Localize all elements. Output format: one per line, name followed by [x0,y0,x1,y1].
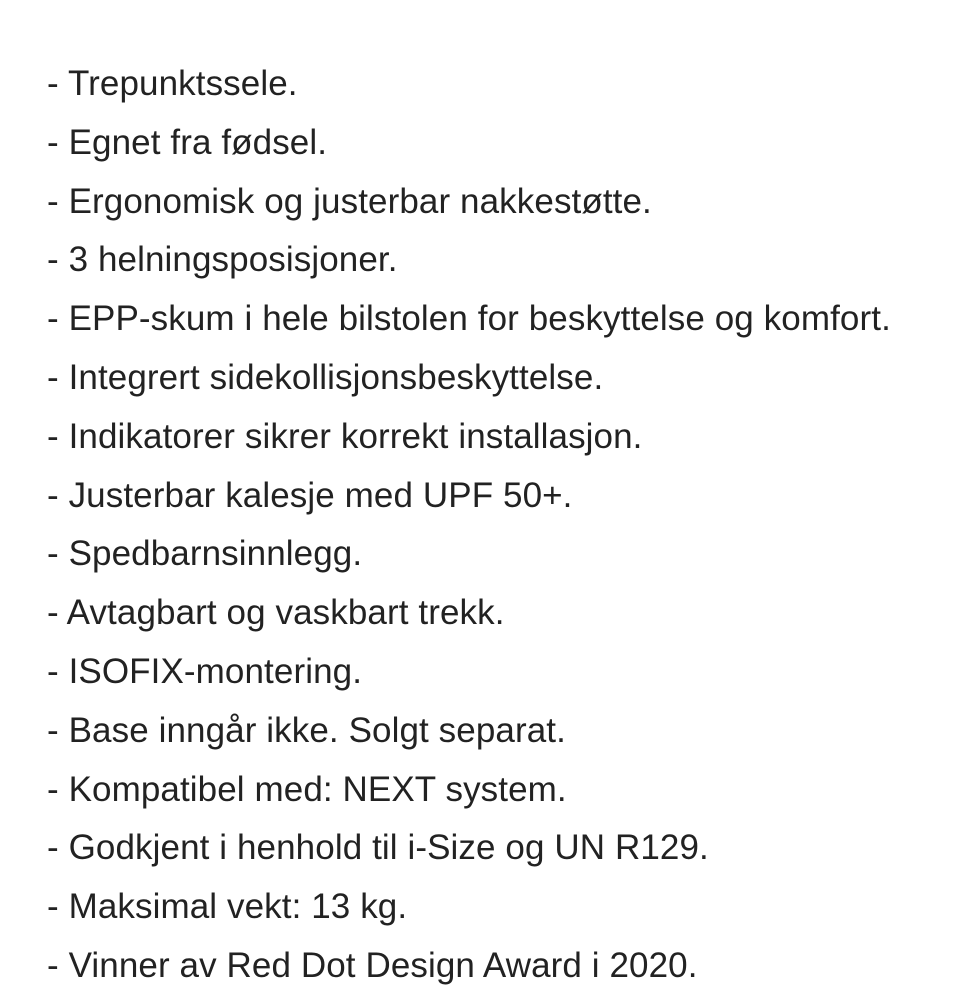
feature-item: - Vinner av Red Dot Design Award i 2020. [47,945,698,985]
feature-item: - Integrert sidekollisjonsbeskyttelse. [47,357,604,397]
feature-item: - Justerbar kalesje med UPF 50+. [47,475,573,515]
feature-item: - Egnet fra fødsel. [47,122,328,162]
feature-item: - Base inngår ikke. Solgt separat. [47,710,566,750]
feature-item: - Kompatibel med: NEXT system. [47,769,567,809]
feature-item: - 3 helningsposisjoner. [47,240,398,280]
feature-list [47,55,891,996]
feature-item: - Avtagbart og vaskbart trekk. [47,593,505,633]
feature-item: - Indikatorer sikrer korrekt installasjon. [47,416,643,456]
feature-item: - Ergonomisk og justerbar nakkestøtte. [47,181,652,221]
feature-item: - ISOFIX-montering. [47,651,363,691]
feature-item: - Trepunktssele. [47,64,298,103]
feature-item: - Maksimal vekt: 13 kg. [47,887,408,927]
feature-item: - Spedbarnsinnlegg. [47,534,363,574]
feature-item: - EPP-skum i hele bilstolen for beskyttelse og komfort. [47,299,891,339]
feature-item: - Godkjent i henhold til i-Size og UN R129. [47,828,709,868]
